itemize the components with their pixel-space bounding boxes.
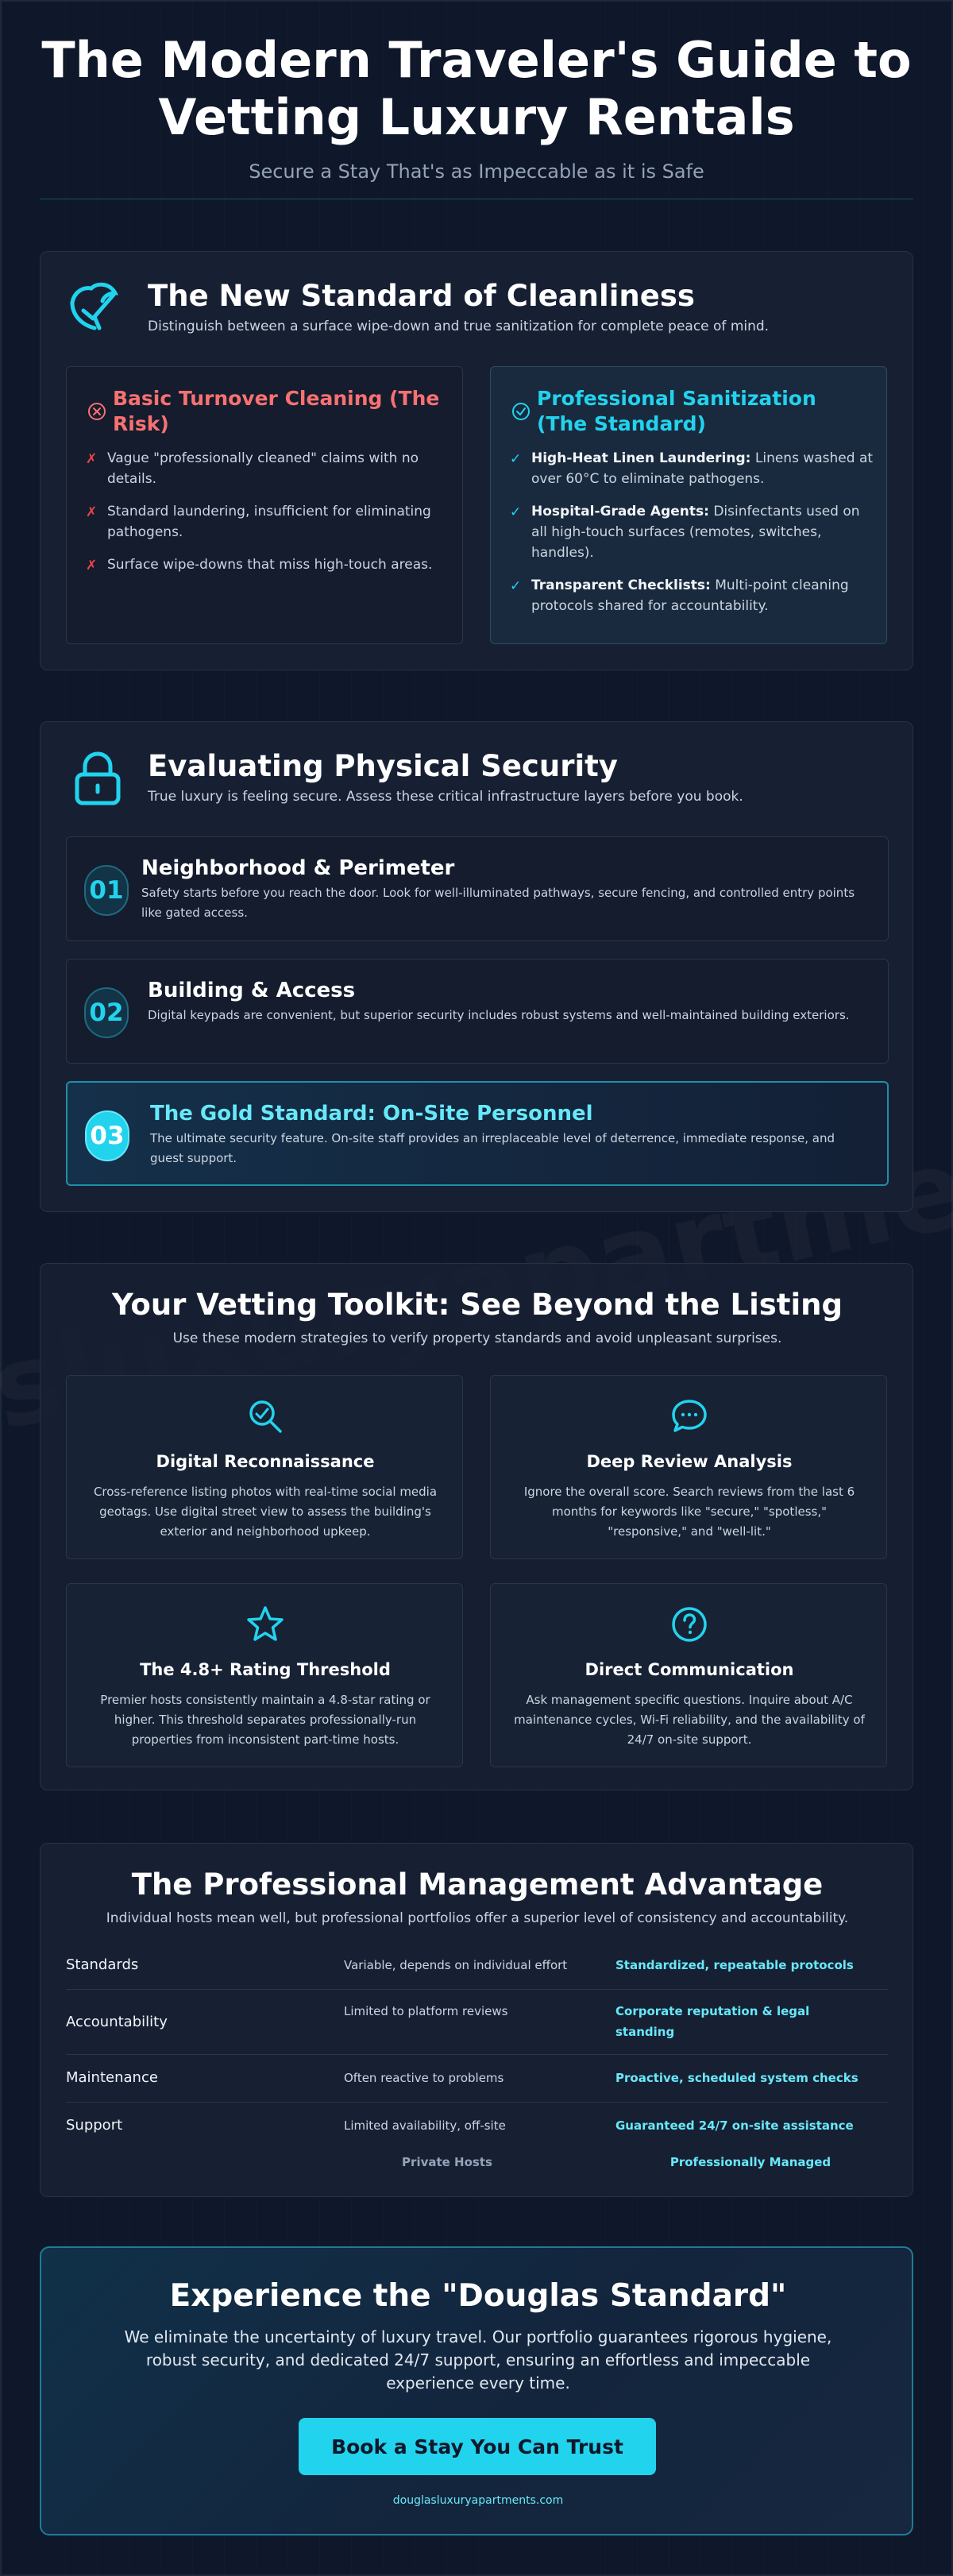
step-number: 03 [85, 1110, 129, 1161]
page-title-line-1: The Modern Traveler's Guide to [41, 31, 912, 89]
check-mark-icon: ✓ [510, 451, 522, 467]
management-title: The Professional Management Advantage [131, 1867, 824, 1902]
risk-list [86, 448, 451, 587]
row-label: Accountability [66, 2014, 168, 2030]
risk-panel [66, 366, 463, 644]
standard-panel [490, 366, 887, 644]
standard-item-bold: High-Heat Linen Laundering: [531, 450, 751, 466]
page-header [0, 32, 953, 183]
check-circle-icon [511, 402, 531, 421]
star-icon [245, 1605, 285, 1644]
cta-text: We eliminate the uncertainty of luxury travel. Our portfolio guarantees rigorous hygiene, robust security, and dedicated 24/7 support, ensuring an effortless and impeccable experience every time. [124, 2327, 832, 2393]
toolkit-card-text: Premier hosts consistently maintain a 4.8-star rating or higher. This threshold separates professionally-run properties from inconsistent part-time hosts. [100, 1693, 430, 1747]
private-hosts-value: Limited to platform reviews [344, 2004, 508, 2018]
standard-item-text: Multi-point cleaning protocols shared for accountability. [531, 577, 849, 614]
cleanliness-section [40, 251, 913, 670]
risk-heading: Basic Turnover Cleaning (The Risk) [113, 387, 440, 435]
management-section [40, 1843, 913, 2197]
standard-item-text: Disinfectants used on all high-touch surfaces (remotes, switches, handles). [531, 504, 860, 561]
shield-check-icon [63, 276, 126, 339]
risk-item-text: Vague "professionally cleaned" claims with no details. [107, 450, 419, 487]
security-card-title: Neighborhood & Perimeter [141, 856, 455, 880]
toolkit-card-rating [66, 1583, 463, 1767]
row-label: Maintenance [66, 2069, 158, 2086]
toolkit-card-title: Direct Communication [585, 1660, 794, 1679]
table-row [66, 1942, 889, 1990]
website-link[interactable]: douglasluxuryapartments.com [392, 2494, 564, 2507]
management-subtitle: Individual hosts mean well, but professional portfolios offer a superior level of consistency and accountability. [106, 1910, 849, 1926]
cleanliness-title: The New Standard of Cleanliness [148, 279, 695, 313]
toolkit-card-text: Ask management specific questions. Inquire about A/C maintenance cycles, Wi-Fi reliability, and the availability of 24/7 on-site support. [514, 1693, 865, 1747]
cta-title: Experience the "Douglas Standard" [169, 2278, 787, 2314]
x-mark-icon: ✗ [86, 504, 98, 520]
security-card-perimeter [66, 836, 889, 941]
security-card-building [66, 959, 889, 1064]
table-row [66, 2103, 889, 2136]
magnifier-icon [245, 1396, 285, 1436]
list-item [86, 448, 451, 489]
security-card-title: Building & Access [148, 979, 356, 1002]
step-number: 02 [84, 987, 129, 1038]
toolkit-card-title: Digital Reconnaissance [156, 1452, 375, 1471]
security-card-text: The ultimate security feature. On-site staff provides an irreplaceable level of deterrence, immediate response, and guest support. [150, 1131, 835, 1165]
list-item [86, 501, 451, 543]
security-card-personnel [66, 1081, 889, 1186]
risk-item-text: Standard laundering, insufficient for eliminating pathogens. [107, 504, 431, 540]
toolkit-title: Your Vetting Toolkit: See Beyond the Listing [112, 1288, 843, 1322]
toolkit-card-reviews [490, 1375, 887, 1559]
list-item [86, 554, 451, 575]
book-stay-button[interactable]: Book a Stay You Can Trust [299, 2418, 656, 2475]
managed-value: Guaranteed 24/7 on-site assistance [615, 2118, 854, 2133]
standard-heading: Professional Sanitization (The Standard) [537, 387, 816, 435]
private-hosts-value: Limited availability, off-site [344, 2118, 506, 2133]
page-title [0, 32, 953, 146]
x-circle-icon [87, 402, 106, 421]
step-number: 01 [84, 865, 129, 916]
standard-item-bold: Transparent Checklists: [531, 577, 711, 593]
toolkit-card-title: The 4.8+ Rating Threshold [140, 1660, 391, 1679]
private-hosts-value: Variable, depends on individual effort [344, 1958, 568, 1972]
toolkit-card-text: Ignore the overall score. Search reviews from the last 6 months for keywords like "secure," "spotless," "responsive," and "well-lit." [523, 1485, 855, 1539]
managed-value: Standardized, repeatable protocols [615, 1958, 854, 1972]
column-header-private-hosts: Private Hosts [402, 2155, 492, 2169]
security-section [40, 721, 913, 1212]
toolkit-card-communication [490, 1583, 887, 1767]
page-title-line-2: Vetting Luxury Rentals [158, 88, 795, 146]
list-item [510, 575, 875, 616]
chat-bubble-icon [669, 1396, 709, 1436]
lock-icon [66, 746, 129, 809]
table-row [66, 2055, 889, 2103]
security-card-text: Safety starts before you reach the door. Look for well-illuminated pathways, secure fencing, and controlled entry points like gated access. [141, 886, 855, 920]
list-item [510, 501, 875, 563]
standard-item-text: Linens washed at over 60°C to eliminate pathogens. [531, 450, 874, 487]
check-mark-icon: ✓ [510, 504, 522, 520]
managed-value: Corporate reputation & legal standing [615, 2004, 810, 2039]
cta-section [40, 2246, 913, 2535]
standard-item-bold: Hospital-Grade Agents: [531, 504, 709, 519]
risk-item-text: Surface wipe-downs that miss high-touch areas. [107, 557, 433, 573]
column-header-professionally-managed: Professionally Managed [669, 2155, 831, 2169]
x-mark-icon: ✗ [86, 451, 98, 467]
managed-value: Proactive, scheduled system checks [615, 2071, 858, 2085]
question-circle-icon [669, 1605, 709, 1644]
page-subtitle: Secure a Stay That's as Impeccable as it is Safe [249, 160, 704, 183]
toolkit-card-text: Cross-reference listing photos with real-time social media geotags. Use digital street view to assess the building's exterior and neighborhood upkeep. [93, 1485, 438, 1539]
toolkit-card-title: Deep Review Analysis [586, 1452, 793, 1471]
row-label: Support [66, 2117, 123, 2134]
standard-list [510, 448, 875, 628]
check-mark-icon: ✓ [510, 578, 522, 594]
row-label: Standards [66, 1956, 139, 1973]
x-mark-icon: ✗ [86, 558, 98, 574]
security-title: Evaluating Physical Security [148, 749, 618, 783]
cleanliness-subtitle: Distinguish between a surface wipe-down and true sanitization for complete peace of mind. [148, 319, 770, 334]
table-row [66, 1990, 889, 2055]
toolkit-card-recon [66, 1375, 463, 1559]
security-card-text: Digital keypads are convenient, but superior security includes robust systems and well-maintained building exteriors. [148, 1008, 850, 1022]
list-item [510, 448, 875, 489]
security-card-title: The Gold Standard: On-Site Personnel [150, 1102, 593, 1126]
toolkit-section [40, 1263, 913, 1790]
security-subtitle: True luxury is feeling secure. Assess these critical infrastructure layers before you book. [148, 789, 743, 805]
private-hosts-value: Often reactive to problems [344, 2071, 504, 2085]
toolkit-subtitle: Use these modern strategies to verify property standards and avoid unpleasant surprises. [172, 1330, 782, 1346]
